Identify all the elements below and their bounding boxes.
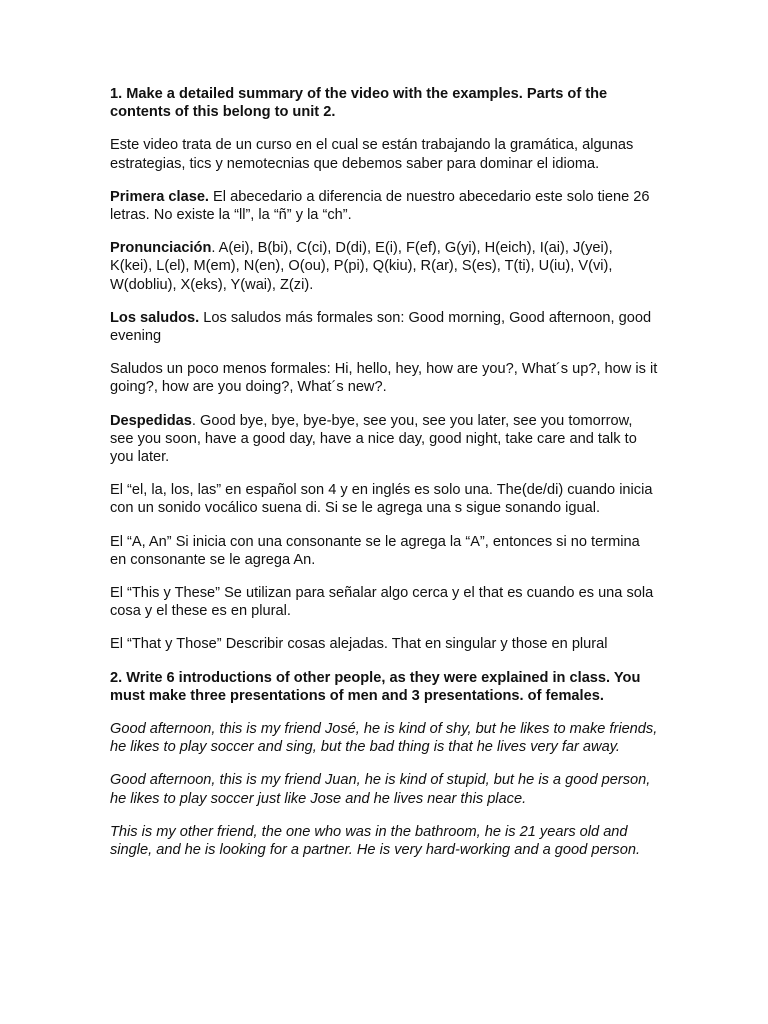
primera-clase-paragraph [110,188,658,224]
saludos-paragraph [110,309,658,345]
that-those-paragraph: El “That y Those” Describir cosas alejadas. That en singular y those en plural [110,636,608,653]
introduction-1: Good afternoon, this is my friend José, he is kind of shy, but he likes to make friends, he likes to play soccer and sing, but the bad thing is that he lives very far away. [110,721,658,756]
this-these-paragraph: El “This y These” Se utilizan para señalar algo cerca y el that es cuando es una sola cosa y el these es en plural. [110,585,654,620]
pronunciacion-text: . A(ei), B(bi), C(ci), D(di), E(i), F(ef), G(yi), H(eich), I(ai), J(yei), K(kei), L(el), M(em), N(en), O(ou), P(pi), Q(kiu), R(ar), S(es), T(ti), U(iu), V(vi), W(dobliu), X(eks), Y(wai), Z(zi). [110,240,613,293]
section2-heading: 2. Write 6 introductions of other people, as they were explained in class. You must make three presentations of men and 3 presentations. of females. [110,669,641,704]
section1-heading: 1. Make a detailed summary of the video with the examples. Parts of the contents of this belong to unit 2. [110,86,608,121]
introduction-2: Good afternoon, this is my friend Juan, he is kind of stupid, but he is a good person, he likes to play soccer just like Jose and he lives near this place. [110,772,651,807]
articles-paragraph: El “el, la, los, las” en español son 4 y en inglés es solo una. The(de/di) cuando inicia con un sonido vocálico suena di. Si se le agrega una s sigue sonando igual. [110,482,653,517]
primera-clase-lead: Primera clase. [110,188,209,205]
despedidas-lead: Despedidas [110,412,192,429]
informal-greetings-paragraph: Saludos un poco menos formales: Hi, hello, hey, how are you?, What´s up?, how is it going?, how are you doing?, What´s new?. [110,361,658,396]
intro-paragraph: Este video trata de un curso en el cual se están trabajando la gramática, algunas estrategias, tics y nemotecnias que debemos saber para dominar el idioma. [110,137,634,172]
primera-clase-text: El abecedario a diferencia de nuestro abecedario este solo tiene 26 letras. No existe la “ll”, la “ñ” y la “ch”. [110,188,650,224]
pronunciacion-lead: Pronunciación [110,240,212,257]
saludos-lead: Los saludos. [110,309,200,326]
saludos-text: Los saludos más formales son: Good morning, Good afternoon, good evening [110,309,652,345]
a-an-paragraph: El “A, An” Si inicia con una consonante se le agrega la “A”, entonces si no termina en consonante se le agrega An. [110,533,640,568]
introduction-3: This is my other friend, the one who was in the bathroom, he is 21 years old and single, and he is looking for a partner. He is very hard-working and a good person. [110,823,640,859]
pronunciacion-paragraph [110,239,658,294]
document-page [110,85,658,874]
despedidas-text: . Good bye, bye, bye-bye, see you, see you later, see you tomorrow, see you soon, have a good day, have a nice day, good night, take care and talk to you later. [110,412,637,466]
despedidas-paragraph [110,412,658,467]
